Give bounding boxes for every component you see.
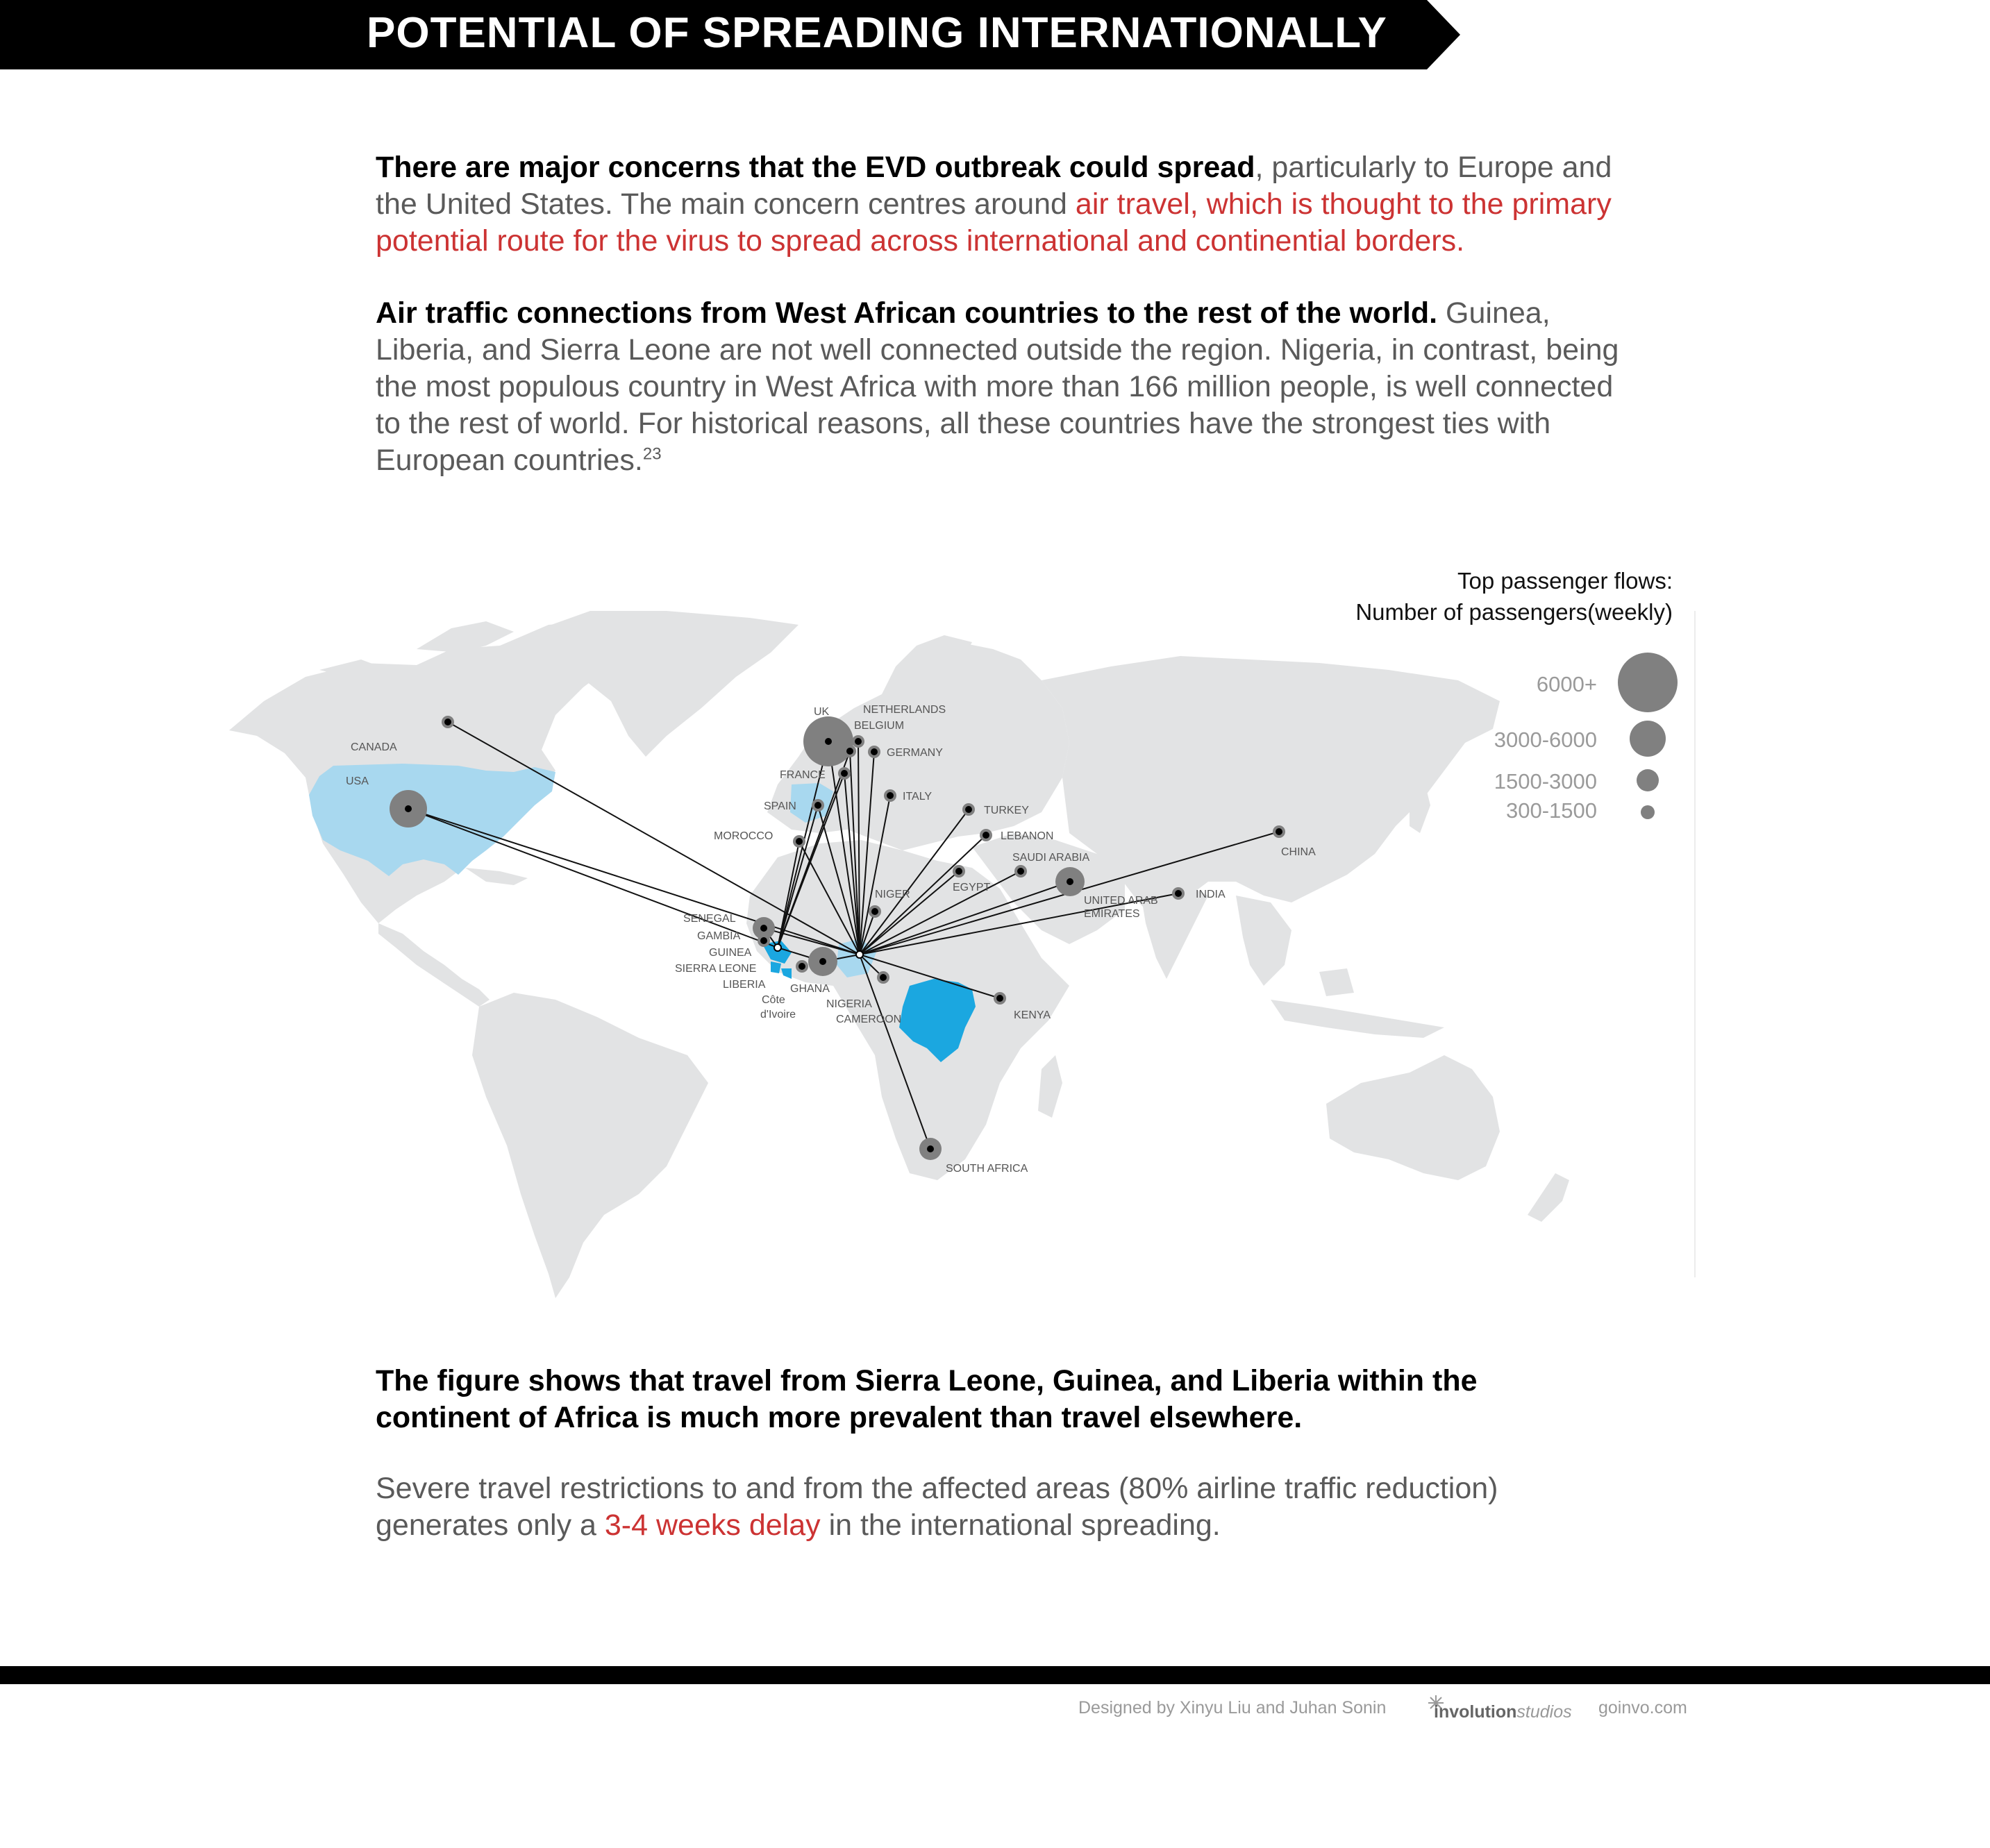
liberia-highlight [781,968,792,979]
label-france: FRANCE [780,769,826,781]
origin-node-nigeria [856,951,863,958]
label-cameroon: CAMEROON [836,1014,902,1025]
conclusion-text-1: Severe travel restrictions to and from the affected areas (80% airline traffic reduction) generates only a [376,1472,1498,1542]
south-america-land [472,993,708,1298]
label-egypt: EGYPT [953,882,991,893]
legend-label-1500: 1500-3000 [1494,769,1597,793]
intro-paragraph-1 [376,149,1625,260]
label-uk: UK [814,706,830,718]
header-banner [0,0,1990,69]
label-uae-1: UNITED ARAB [1084,895,1158,907]
legend-title-1: Top passenger flows: [1457,568,1673,594]
legend-label-300: 300-1500 [1505,798,1597,823]
label-cote: Côte [762,994,785,1006]
intro-1-bold: There are major concerns that the EVD outbreak could spread [376,151,1255,184]
label-germany: GERMANY [887,747,943,759]
label-turkey: TURKEY [984,805,1029,816]
footer-url-link[interactable]: goinvo.com [1598,1698,1687,1717]
label-saudi-arabia: SAUDI ARABIA [1012,852,1090,864]
label-lebanon: LEBANON [1001,830,1054,842]
label-india: INDIA [1196,889,1226,900]
logo-text-bold: involution [1434,1702,1517,1722]
label-guinea: GUINEA [709,947,752,959]
central-america-land [378,923,490,1007]
world-map [0,541,1990,1305]
conclusion-paragraph [376,1470,1598,1544]
intro-1-text: , particularly to Europe and the United States. The main concern centres around [376,151,1612,221]
label-divoire: d'Ivoire [760,1009,796,1020]
footnote-ref: 23 [642,444,662,464]
page-title: POTENTIAL OF SPREADING INTERNATIONALLY [367,9,1387,57]
label-niger: NIGER [875,889,910,900]
madagascar-land [1038,1055,1062,1118]
indonesia-land [1271,968,1444,1038]
conclusion-text-2: in the international spreading. [820,1509,1221,1542]
legend-title-2: Number of passengers(weekly) [1355,599,1673,625]
intro-2-bold: Air traffic connections from West African countries to the rest of the world. [376,296,1438,330]
conclusion-bold: The figure shows that travel from Sierra Leone, Guinea, and Liberia within the continent of Africa is much more prevalent than travel elsewhere. [376,1364,1478,1434]
label-sierra-leone: SIERRA LEONE [675,963,757,975]
legend-label-6000: 6000+ [1536,672,1597,696]
footer-bar [0,1666,1990,1684]
new-zealand-land [1528,1173,1569,1222]
label-liberia: LIBERIA [723,979,766,991]
australia-land [1326,1055,1500,1180]
intro-1-highlight: air travel, which is thought to the primary potential route for the virus to spread across international and continential borders. [376,187,1612,258]
label-uae-2: EMIRATES [1084,908,1140,920]
origin-node-guinea [774,944,781,951]
label-senegal: SENEGAL [683,913,736,925]
label-gambia: GAMBIA [697,930,741,942]
label-belgium: BELGIUM [854,720,905,732]
intro-2-text: Guinea, Liberia, and Sierra Leone are not well connected outside the region. Nigeria, in contrast, being the most populous country in West Africa with more than 166 million people, is well connected to the rest of world. For historical reasons, all these countries have the strongest ties with European countries. [376,296,1619,477]
logo-text-light: studios [1516,1702,1572,1722]
footer-credit: Designed by Xinyu Liu and Juhan Sonin [1078,1698,1387,1717]
label-italy: ITALY [903,791,933,803]
label-ghana: GHANA [790,983,830,995]
southeast-asia-land [1236,896,1291,986]
label-spain: SPAIN [764,800,796,812]
label-morocco: MOROCCO [714,830,774,842]
label-canada: CANADA [351,741,397,753]
label-china: CHINA [1281,846,1316,858]
caribbean-land [465,868,528,885]
label-south-africa: SOUTH AFRICA [946,1163,1028,1175]
label-kenya: KENYA [1014,1009,1051,1021]
label-nigeria: NIGERIA [826,998,872,1010]
legend-label-3000: 3000-6000 [1494,728,1597,752]
label-netherlands: NETHERLANDS [863,704,946,716]
label-usa: USA [346,775,369,787]
intro-paragraph-2 [376,295,1625,479]
conclusion-highlight: 3-4 weeks delay [604,1509,821,1542]
